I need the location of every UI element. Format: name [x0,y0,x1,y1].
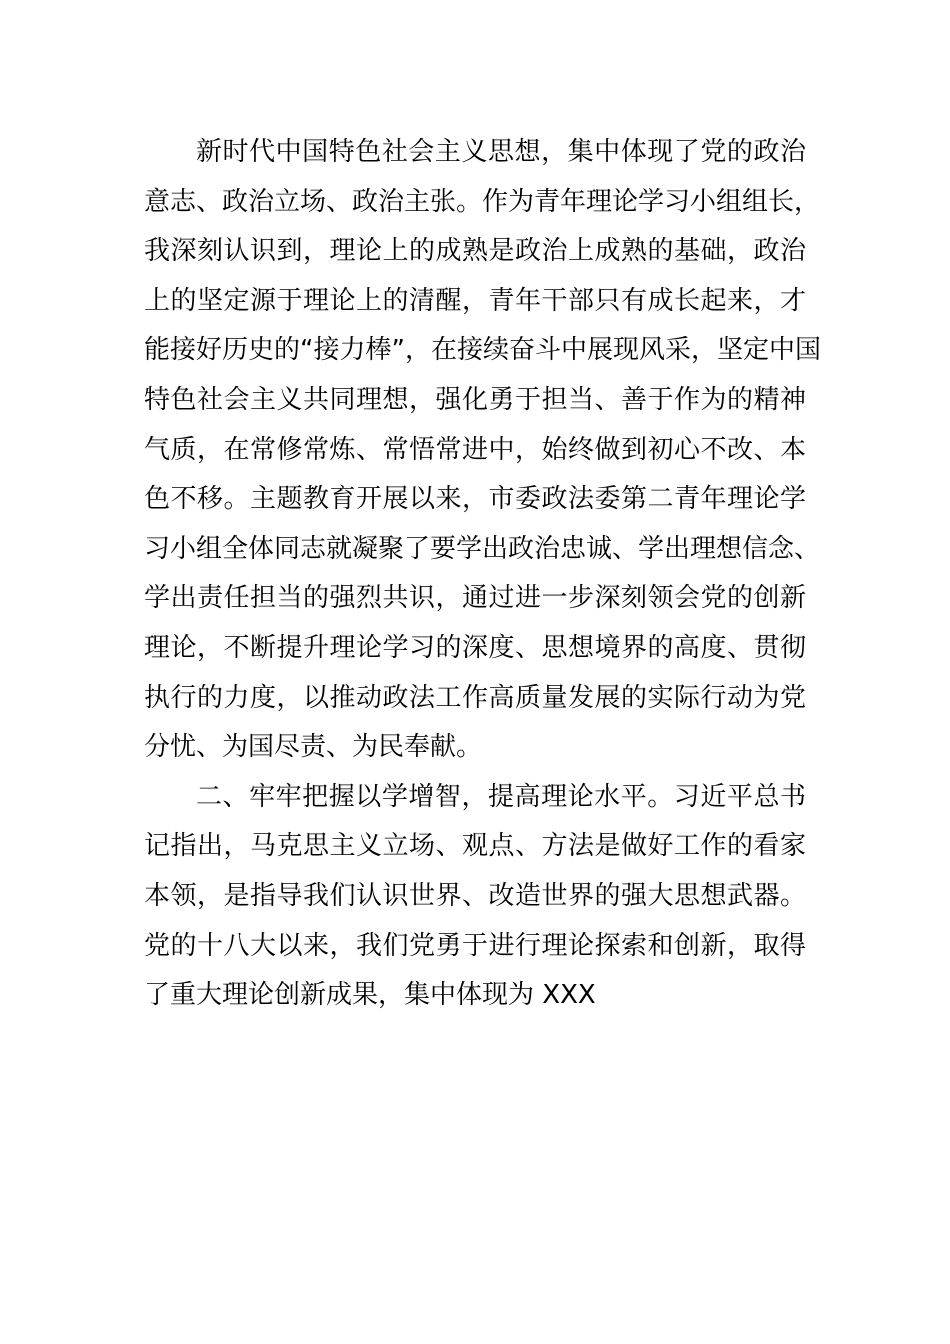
text-line: 特色社会主义共同理想，强化勇于担当、善于作为的精神 [144,384,806,415]
text-line: 记指出，马克思主义立场、观点、方法是做好工作的看家 [144,831,806,862]
text-line: 二、牢牢把握以学增智，提高理论水平。习近平总书 [196,781,806,812]
paragraph-2 [144,773,806,1021]
text-line: 气质，在常修常炼、常悟常进中，始终做到初心不改、本 [144,434,806,465]
text-line: 党的十八大以来，我们党勇于进行理论探索和创新，取得 [144,930,806,961]
text-line: 我深刻认识到，理论上的成熟是政治上成熟的基础，政治 [144,236,806,267]
text-line: 执行的力度，以推动政法工作高质量发展的实际行动为党 [144,682,806,713]
text-line: 本领，是指导我们认识世界、改造世界的强大思想武器。 [144,880,806,911]
paragraph-1 [144,128,821,773]
document-body [144,128,821,1021]
text-line: 新时代中国特色社会主义思想，集中体现了党的政治 [196,137,806,167]
text-line: 了重大理论创新成果，集中体现为 XXX [144,980,596,1011]
text-line: 习小组全体同志就凝聚了要学出政治忠诚、学出理想信念、 [144,533,821,564]
text-line: 分忧、为国尽责、为民奉献。 [144,732,483,763]
text-line: 上的坚定源于理论上的清醒，青年干部只有成长起来，才 [144,285,806,316]
text-line: 意志、政治立场、政治主张。作为青年理论学习小组组长， [144,186,821,217]
text-line: 理论，不断提升理论学习的深度、思想境界的高度、贯彻 [144,632,806,663]
text-line: 学出责任担当的强烈共识，通过进一步深刻领会党的创新 [144,583,806,614]
text-line: 能接好历史的“接力棒”，在接续奋斗中展现风采，坚定中国 [144,335,821,366]
text-line: 色不移。主题教育开展以来，市委政法委第二青年理论学 [144,484,806,515]
